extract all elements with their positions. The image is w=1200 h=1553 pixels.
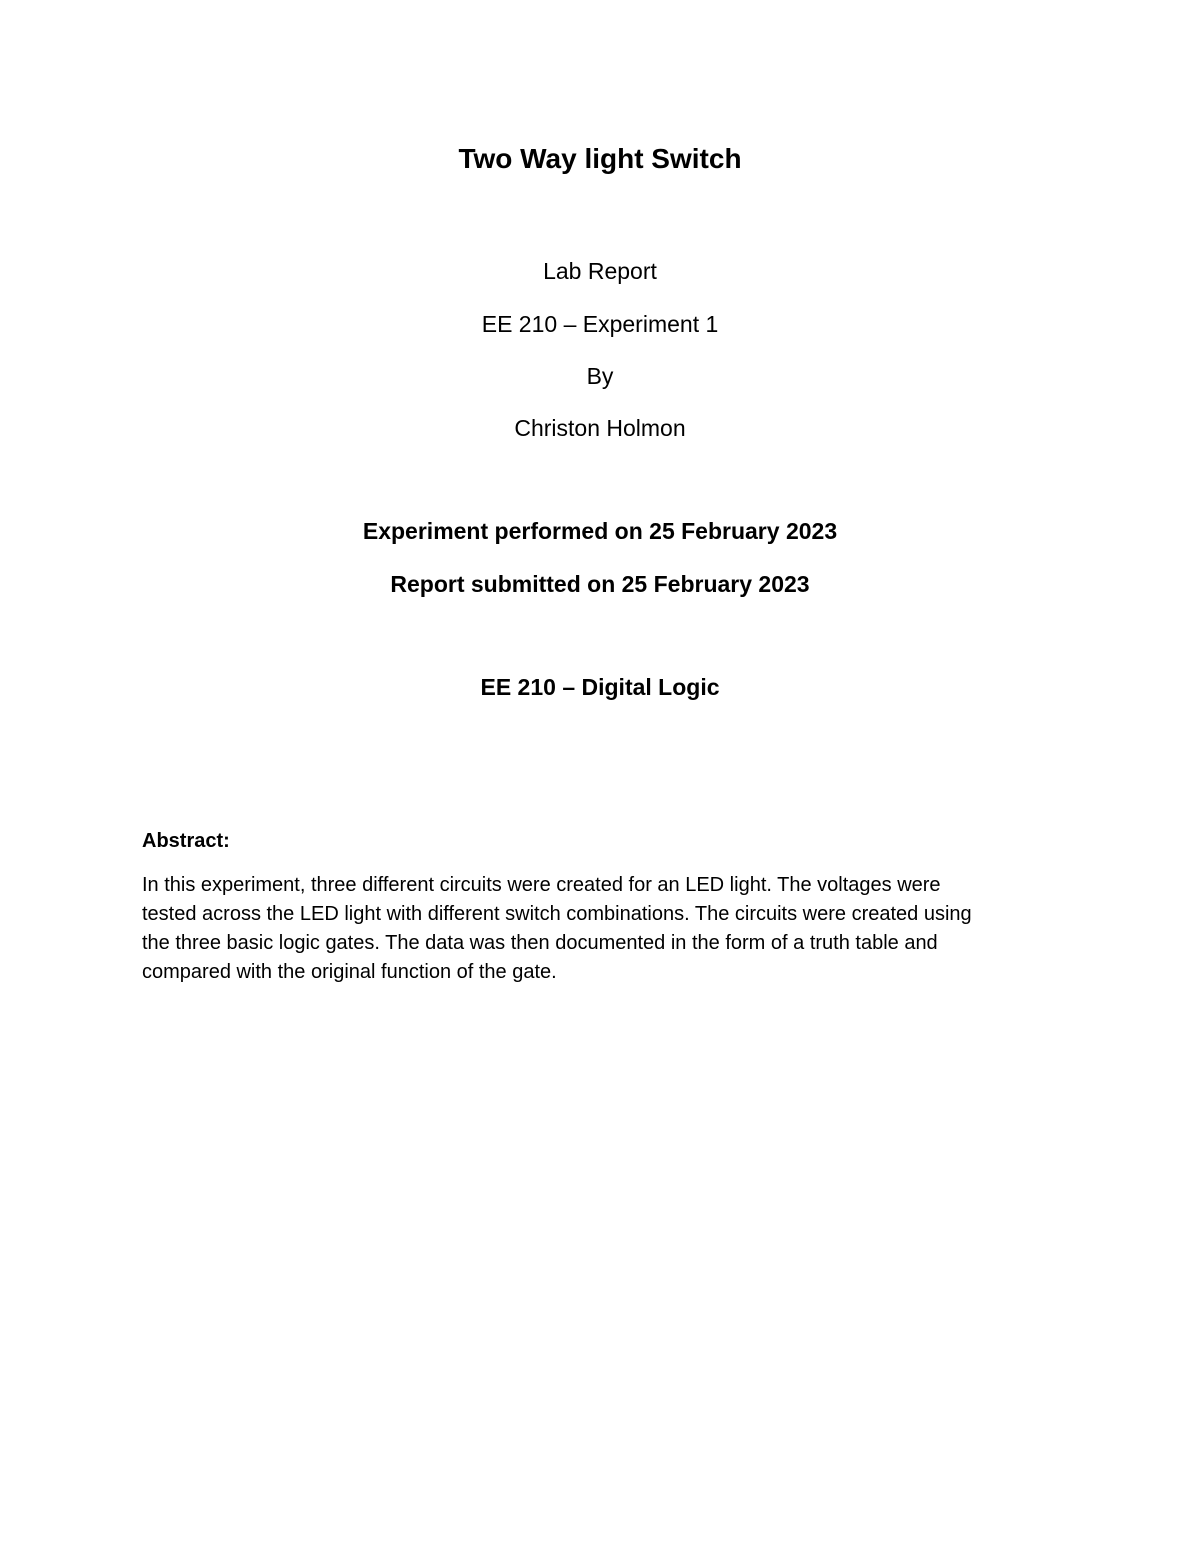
author-name: Christon Holmon (514, 415, 686, 441)
course-name: EE 210 – Digital Logic (480, 674, 720, 700)
course-experiment: EE 210 – Experiment 1 (481, 311, 719, 337)
by-label: By (586, 363, 614, 389)
abstract-line: tested across the LED light with different switch combinations. The circuits were created using (142, 903, 972, 925)
performed-date: Experiment performed on 25 February 2023 (362, 518, 838, 544)
abstract-body (142, 871, 1062, 987)
abstract-line: compared with the original function of the gate. (142, 961, 557, 983)
abstract-heading: Abstract: (142, 830, 230, 852)
abstract-line: the three basic logic gates. The data was then documented in the form of a truth table and (142, 932, 938, 954)
submitted-date: Report submitted on 25 February 2023 (390, 571, 810, 597)
abstract-line: In this experiment, three different circuits were created for an LED light. The voltages were (142, 874, 941, 896)
report-type: Lab Report (543, 258, 657, 284)
report-title: Two Way light Switch (458, 143, 742, 174)
